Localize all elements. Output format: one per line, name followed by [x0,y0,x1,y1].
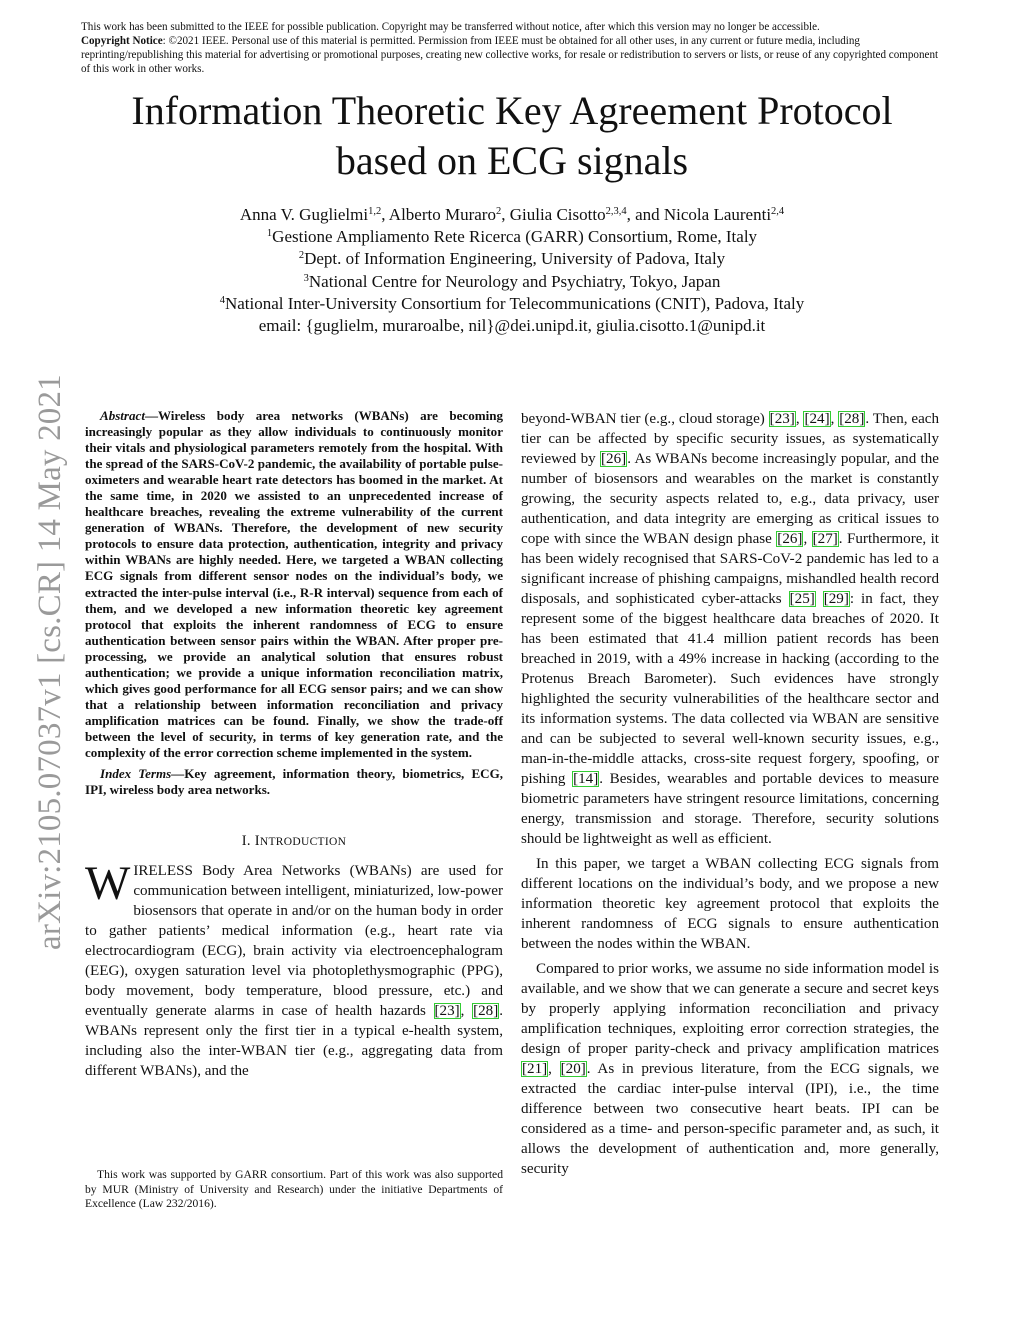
abstract [85,408,503,761]
citation-link[interactable]: [26] [777,531,803,547]
author-name: , Alberto Muraro [381,205,496,224]
right-column [521,409,939,1179]
body-paragraph [521,409,939,849]
affiliation-marker: 1 [266,228,273,240]
separator [816,591,823,607]
section-number: I. I [241,833,260,850]
section-heading [85,832,503,851]
affiliation-marker: 3 [303,272,309,284]
index-terms-text: —Key agreement, information theory, biometrics, ECG, IPI, wireless body area networks. [85,766,503,798]
citation-link[interactable]: [25] [789,591,815,607]
arxiv-identifier: arXiv:2105.07037v1 [cs.CR] 14 May 2021 [32,374,68,950]
funding-footnote: This work was supported by GARR consortium. Part of this work was also supported by MUR (Ministry of University and Research) under the initiative Departments of Excellence (Law 232/2016). [85,1168,503,1211]
paragraph-text: beyond-WBAN tier (e.g., cloud storage) [521,411,769,427]
copyright-notice [81,20,949,76]
paragraph-text: . As in previous literature, from the ECG signals, we extracted the cardiac inter-pulse interval (IPI), i.e., the time difference between two consecutive heart beats. IPI can be considered as a time- and person-specific parameter and, as such, it allows the development of authentication and, more generally, security [521,1061,939,1177]
citation-link[interactable]: [21] [522,1061,548,1077]
affiliation-text: National Inter-University Consortium for Telecommunications (CNIT), Padova, Italy [224,293,805,313]
affiliation-text: Gestione Ampliamento Rete Ricerca (GARR) Consortium, Rome, Italy [272,227,758,247]
affiliation [60,293,964,315]
affiliation-marker: 4 [219,294,225,306]
drop-cap: W [85,857,131,911]
affiliation [60,248,964,270]
paper-title [60,86,964,186]
affiliation-marker: 2 [298,250,305,262]
author-affiliation-marker: 2,3,4 [605,206,627,217]
abstract-label: Abstract [100,408,145,423]
body-paragraph: In this paper, we target a WBAN collecting ECG signals from different locations on the individual’s body, and we propose a new information theoretic key agreement protocol that exploits the inherent randomness of ECG signals to ensure authentication between the nodes within the WBAN. [521,856,939,952]
citation-link[interactable]: [23] [434,1003,460,1020]
paragraph-text: . Furthermore, it has been widely recognised that SARS-CoV-2 pandemic has led to a significant increase of phishing campaigns, mishandled health record disposals, and sophisticated cyber-attacks [521,531,940,607]
separator: , [795,411,804,427]
affiliation-text: Dept. of Information Engineering, University of Padova, Italy [304,249,726,269]
citation-link[interactable]: [26] [601,451,627,467]
author-affiliation-marker: 1,2 [368,206,382,217]
affiliation-text: National Centre for Neurology and Psychiatry, Tokyo, Japan [308,271,721,291]
separator: , [803,531,812,547]
citation-link[interactable]: [28] [839,411,865,427]
paragraph-text: . WBANs represent only the first tier in a typical e-health system, including also the inter-WBAN tier (e.g., aggregating data from different WBANs), and the [85,1003,504,1080]
author-name: Anna V. Guglielmi [239,205,369,224]
affiliation [60,226,964,248]
copyright-label: Copyright Notice [81,35,163,47]
paragraph-text: . Then, each tier can be affected by specific security issues, as systematically reviewed by [521,411,940,467]
title-line-1: Information Theoretic Key Agreement Protocol [131,88,893,133]
affiliation [60,271,964,293]
citation-link[interactable]: [29] [823,591,849,607]
author-block [60,204,964,337]
separator: , [548,1061,560,1077]
citation-link[interactable]: [20] [560,1061,586,1077]
author-list [60,204,964,226]
left-column [85,408,503,1081]
citation-link[interactable]: [24] [804,411,830,427]
title-line-2: based on ECG signals [335,138,689,183]
separator: , [460,1003,473,1020]
body-paragraph [521,959,939,1179]
paragraph-text: : in fact, they represent some of the biggest healthcare data breaches of 2020. It has been estimated that 41.4 million patient records has been breached in 2019, with a 49% increase in hacking (according to the Protenus Breach Barometer). Such evidences have strongly highlighted the security vulnerabilities of the healthcare sector and its information systems. The data collected via WBAN are sensitive and can be subjected to several well-known security issues, e.g., man-in-the-middle attacks, cross-site request forgery, spoofing, or pishing [521,591,939,787]
intro-paragraph [85,857,504,1081]
notice-line: This work has been submitted to the IEEE for possible publication. Copyright may be transferred without notice, after which this version may no longer be accessible. [81,21,820,33]
index-terms-label: Index Terms [100,766,172,782]
email-line: email: {guglielm, muraroalbe, nil}@dei.unipd.it, giulia.cisotto.1@unipd.it [258,316,766,336]
paragraph-text: Compared to prior works, we assume no side information model is available, and we show that we can generate a secure and secret keys by properly applying information reconciliation and privacy amplification techniques, exploiting error correction strategies, the design of proper parity-check and privacy amplification matrices [521,961,939,1057]
abstract-text: —Wireless body area networks (WBANs) are becoming increasingly popular as they allow individuals to continuously monitor their vitals and physiological parameters remotely from the hospital. With the spread of the SARS-CoV-2 pandemic, the availability of portable pulse-oximeters and wearable heart rate detectors has boomed in the market. At the same time, in 2020 we assisted to an unprecedented increase of healthcare breaches, revealing the extreme vulnerability of the current generation of WBANs. Therefore, the development of new security protocols to ensure data protection, authentication, integrity and privacy within WBANs are highly needed. Here, we targeted a WBAN collecting ECG signals from different sensor nodes on the individual’s body, we extracted the inter-pulse interval (i.e., R-R interval) sequence from each of them, and we developed a new information theoretic key agreement protocol that exploits the inherent randomness of ECG to ensure authentication between sensor pairs within the WBAN. After proper pre-processing, we provide an analytical solution that ensures robust authentication; we provide a unique information reconciliation matrix, which gives good performance for all ECG sensor pairs; and we can show that a relationship between information reconciliation and privacy amplification matrices can be found. Finally, we show the trade-off between the level of security, in terms of key generation rate, and the complexity of the error correction scheme implemented in the system. [85,408,503,760]
author-affiliation-marker: 2,4 [771,206,785,217]
citation-link[interactable]: [28] [473,1003,499,1020]
paragraph-text: IRELESS Body Area Networks (WBANs) are used for communication between intelligent, miniaturized, low-power biosensors that operate in and/or on the human body in order to gather patients’ medical information (e.g., heart rate via electrocardiogram (ECG), brain activity via electroencephalogram (EEG), oxygen saturation level via photoplethysmographic (PPG), body movement, body temperature, blood pressure, etc.) and eventually generate alarms in case of health hazards [85,863,503,1020]
index-terms [85,766,503,798]
copyright-text: : ©2021 IEEE. Personal use of this material is permitted. Permission from IEEE must be obtained for all other uses, in any current or future media, including reprinting/republishing this material for advertising or promotional purposes, creating new collective works, for resale or redistribution to servers or lists, or reuse of any copyrighted component of this work in other works. [81,35,939,75]
citation-link[interactable]: [23] [769,411,795,427]
author-name: , and Nicola Laurenti [626,205,772,224]
citation-link[interactable]: [14] [573,771,599,787]
author-name: , Giulia Cisotto [501,205,606,224]
separator: , [830,411,839,427]
citation-link[interactable]: [27] [812,531,838,547]
author-affiliation-marker: 2 [495,206,502,217]
paragraph-text: . As WBANs become increasingly popular, and the number of biosensors and wearables on the market is constantly growing, the security aspects related to, e.g., data privacy, user authentication, and data integrity are emerging as critical issues to cope with since the WBAN design phase [521,451,939,547]
section-title: NTRODUCTION [259,836,347,849]
paragraph-text: . Besides, wearables and portable devices to measure biometric parameters have stringent resource limitations, concerning energy, transmission and storage. Therefore, security solutions should be lightweight as well as efficient. [521,771,939,847]
